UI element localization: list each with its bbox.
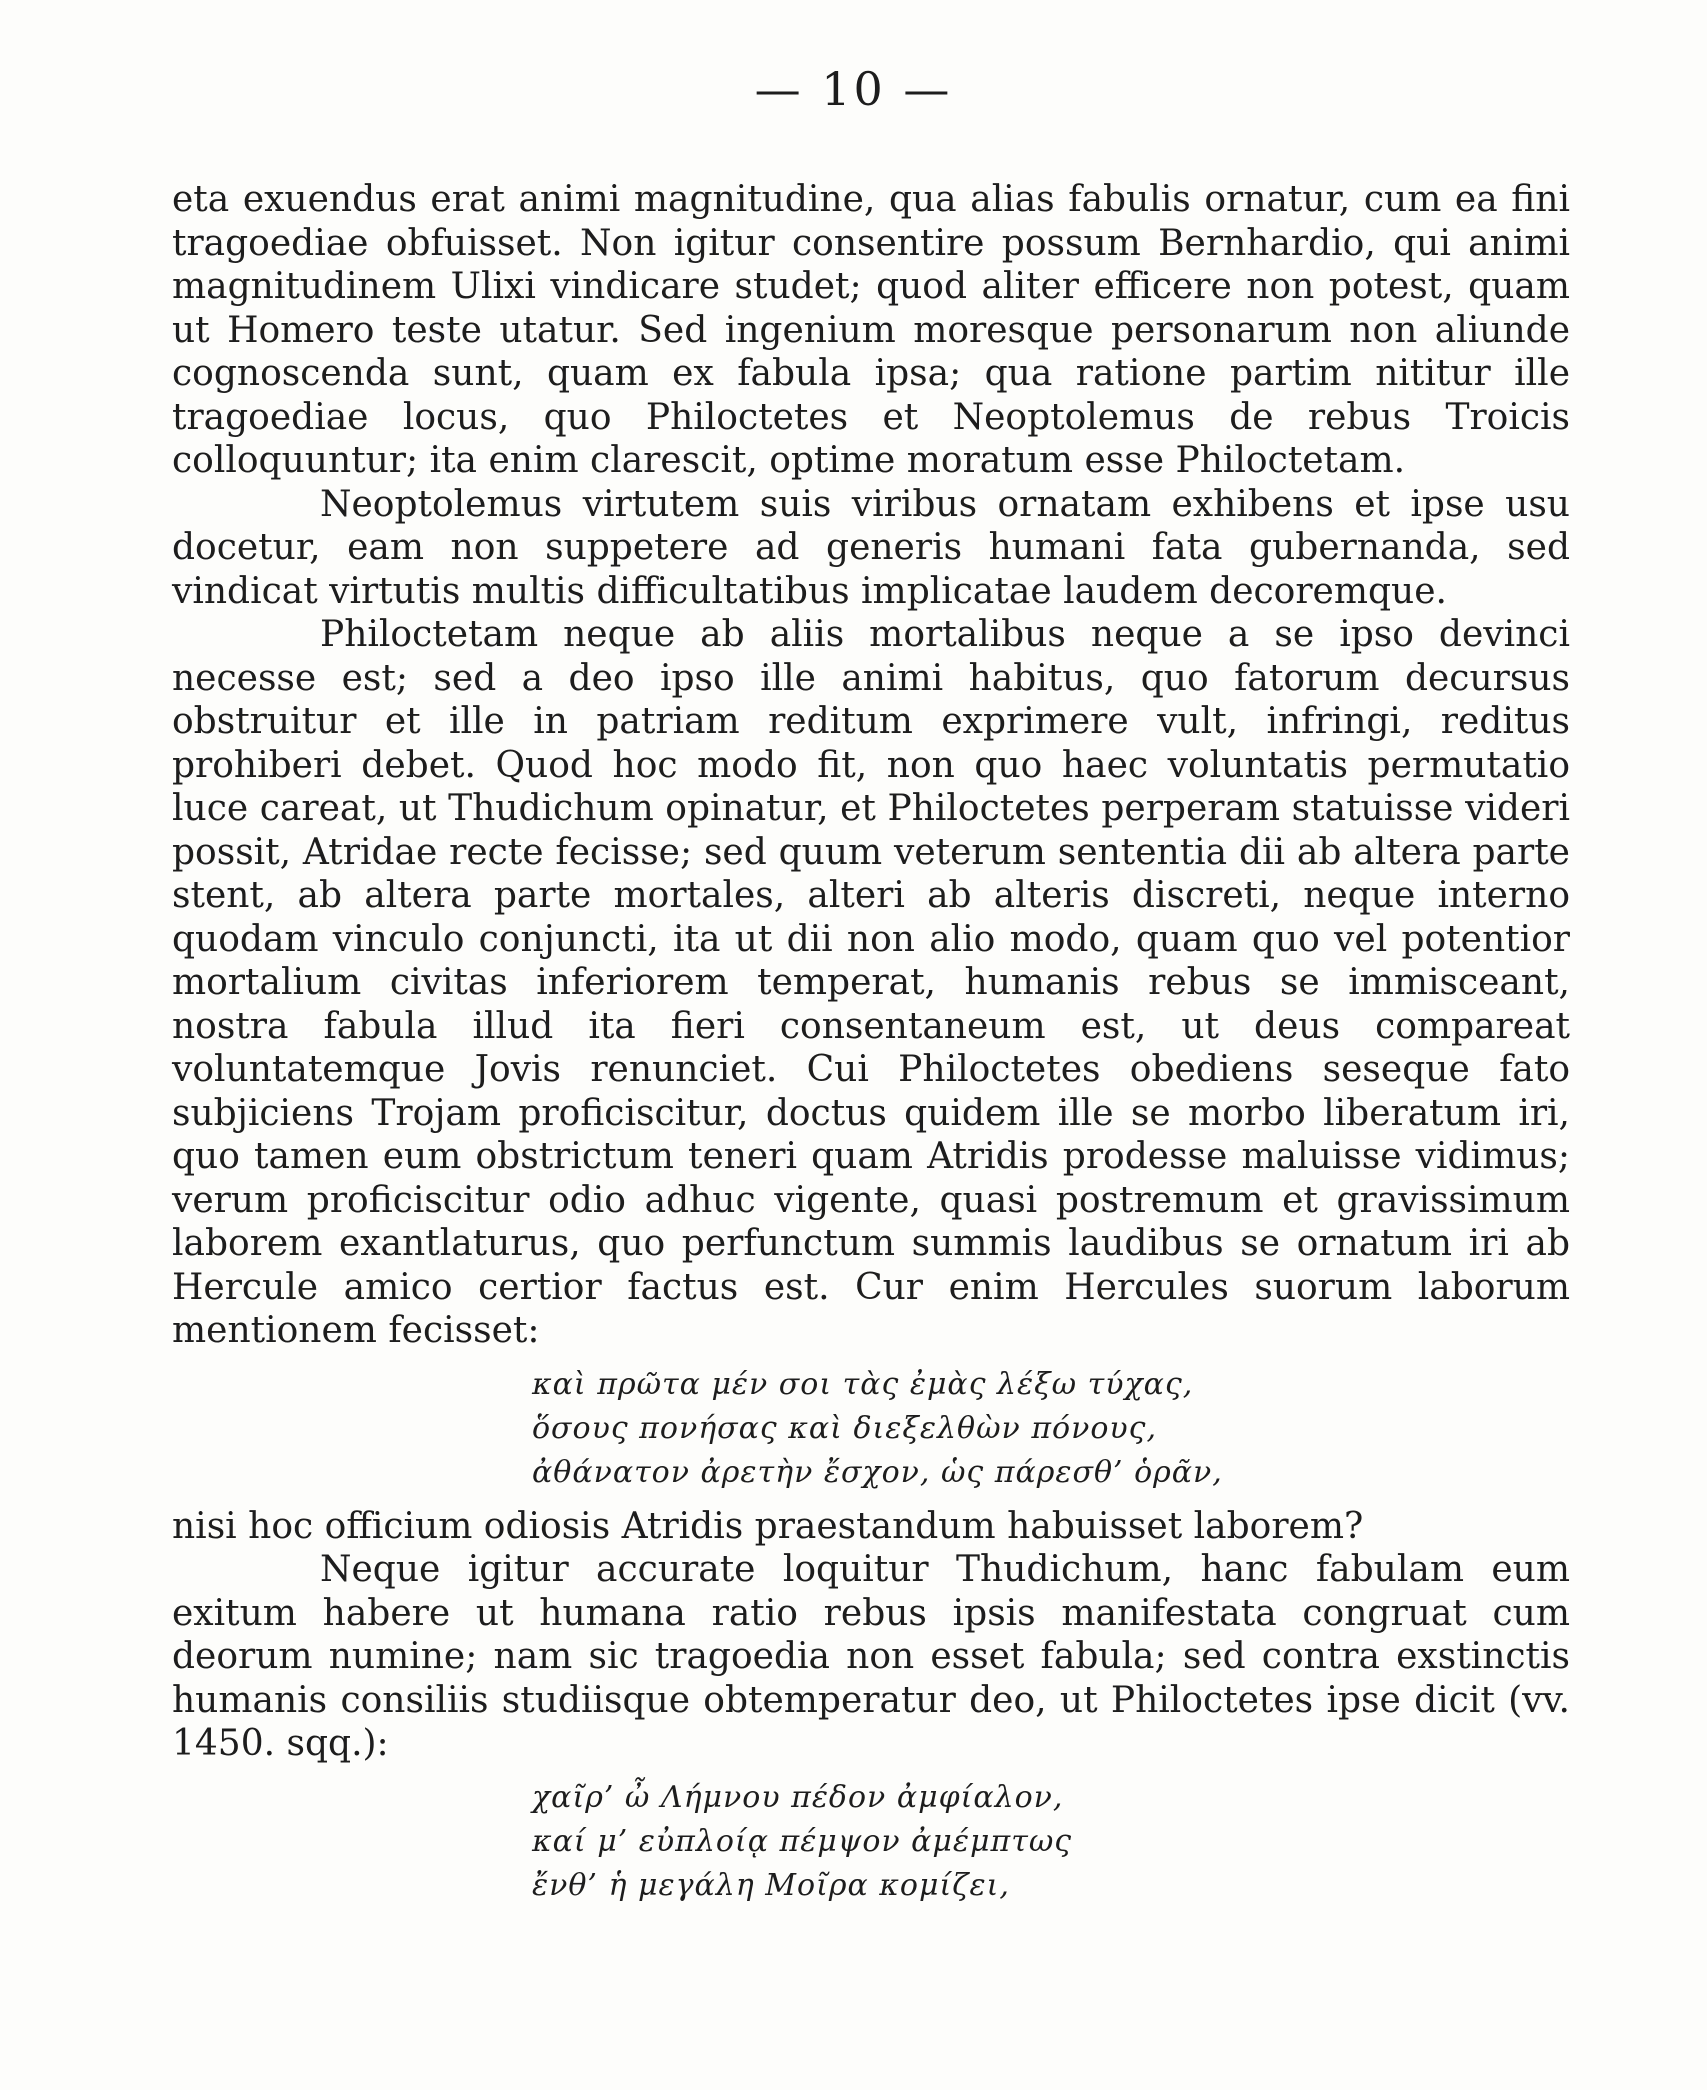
verse-line: ὅσους πονήσας καὶ διεξελθὼν πόνους,: [532, 1410, 1157, 1446]
page-number: — 10 —: [754, 62, 953, 116]
paragraph: nisi hoc officium odiosis Atridis praestandum habuisset laborem?: [172, 1505, 1364, 1547]
body-text: [172, 178, 1570, 1918]
verse-line: ἔνθ’ ἡ μεγάλη Μοῖρα κομίζει,: [532, 1867, 1010, 1903]
verse-line: καὶ πρῶτα μέν σοι τὰς ἐμὰς λέξω τύχας,: [532, 1366, 1194, 1402]
greek-verse-quote: [532, 1363, 1570, 1495]
paragraph: Neque igitur accurate loquitur Thudichum, hanc fabulam eum exitum habere ut humana ratio rebus ipsis manifestata congruat cum deorum numine; nam sic tragoedia non esset fabula; sed contra exstinctis humanis consiliis studiisque obtemperatur deo, ut Philoctetes ipse dicit (vv. 1450. sqq.):: [172, 1549, 1570, 1764]
verse-line: ἀθάνατον ἀρετὴν ἔσχον, ὡς πάρεσθ’ ὁρᾶν,: [532, 1454, 1223, 1490]
greek-verse-quote: [532, 1776, 1570, 1908]
paragraph: Philoctetam neque ab aliis mortalibus neque a se ipso devinci necesse est; sed a deo ipso ille animi habitus, quo fatorum decursus obstruitur et ille in patriam reditum exprimere vult, infringi, reditus prohiberi debet. Quod hoc modo fit, non quo haec voluntatis permutatio luce careat, ut Thudichum opinatur, et Philoctetes perperam statuisse videri possit, Atridae recte fecisse; sed quum veterum sententia dii ab altera parte stent, ab altera parte mortales, alteri ab alteris discreti, neque interno quodam vinculo conjuncti, ita ut dii non alio modo, quam quo vel potentior mortalium civitas inferiorem temperat, humanis rebus se immisceant, nostra fabula illud ita fieri consentaneum est, ut deus compareat voluntatemque Jovis renunciet. Cui Philoctetes obediens seseque fato subjiciens Trojam proficiscitur, doctus quidem ille se morbo liberatum iri, quo tamen eum obstrictum teneri quam Atridis prodesse maluisse vidimus; verum proficiscitur odio adhuc vigente, quasi postremum et gravissimum laborem exantlaturus, quo perfunctum summis laudibus se ornatum iri ab Hercule amico certior factus est. Cur enim Hercules suorum laborum mentionem fecisset:: [172, 614, 1570, 1351]
verse-line: χαῖρ’ ὦ Λήμνου πέδον ἀμφίαλον,: [532, 1779, 1064, 1815]
paragraph: Neoptolemus virtutem suis viribus ornatam exhibens et ipse usu docetur, eam non suppetere ad generis humani fata gubernanda, sed vindicat virtutis multis difficultatibus implicatae laudem decoremque.: [172, 483, 1570, 612]
verse-line: καί μ’ εὐπλοίᾳ πέμψον ἀμέμπτως: [532, 1823, 1073, 1859]
paragraph: eta exuendus erat animi magnitudine, qua alias fabulis ornatur, cum ea fini tragoediae obfuisset. Non igitur consentire possum Bernhardio, qui animi magnitudinem Ulixi vindicare studet; quod aliter efficere non potest, quam ut Homero teste utatur. Sed ingenium moresque personarum non aliunde cognoscenda sunt, quam ex fabula ipsa; qua ratione partim nititur ille tragoediae locus, quo Philoctetes et Neoptolemus de rebus Troicis colloquuntur; ita enim clarescit, optime moratum esse Philoctetam.: [172, 179, 1570, 481]
